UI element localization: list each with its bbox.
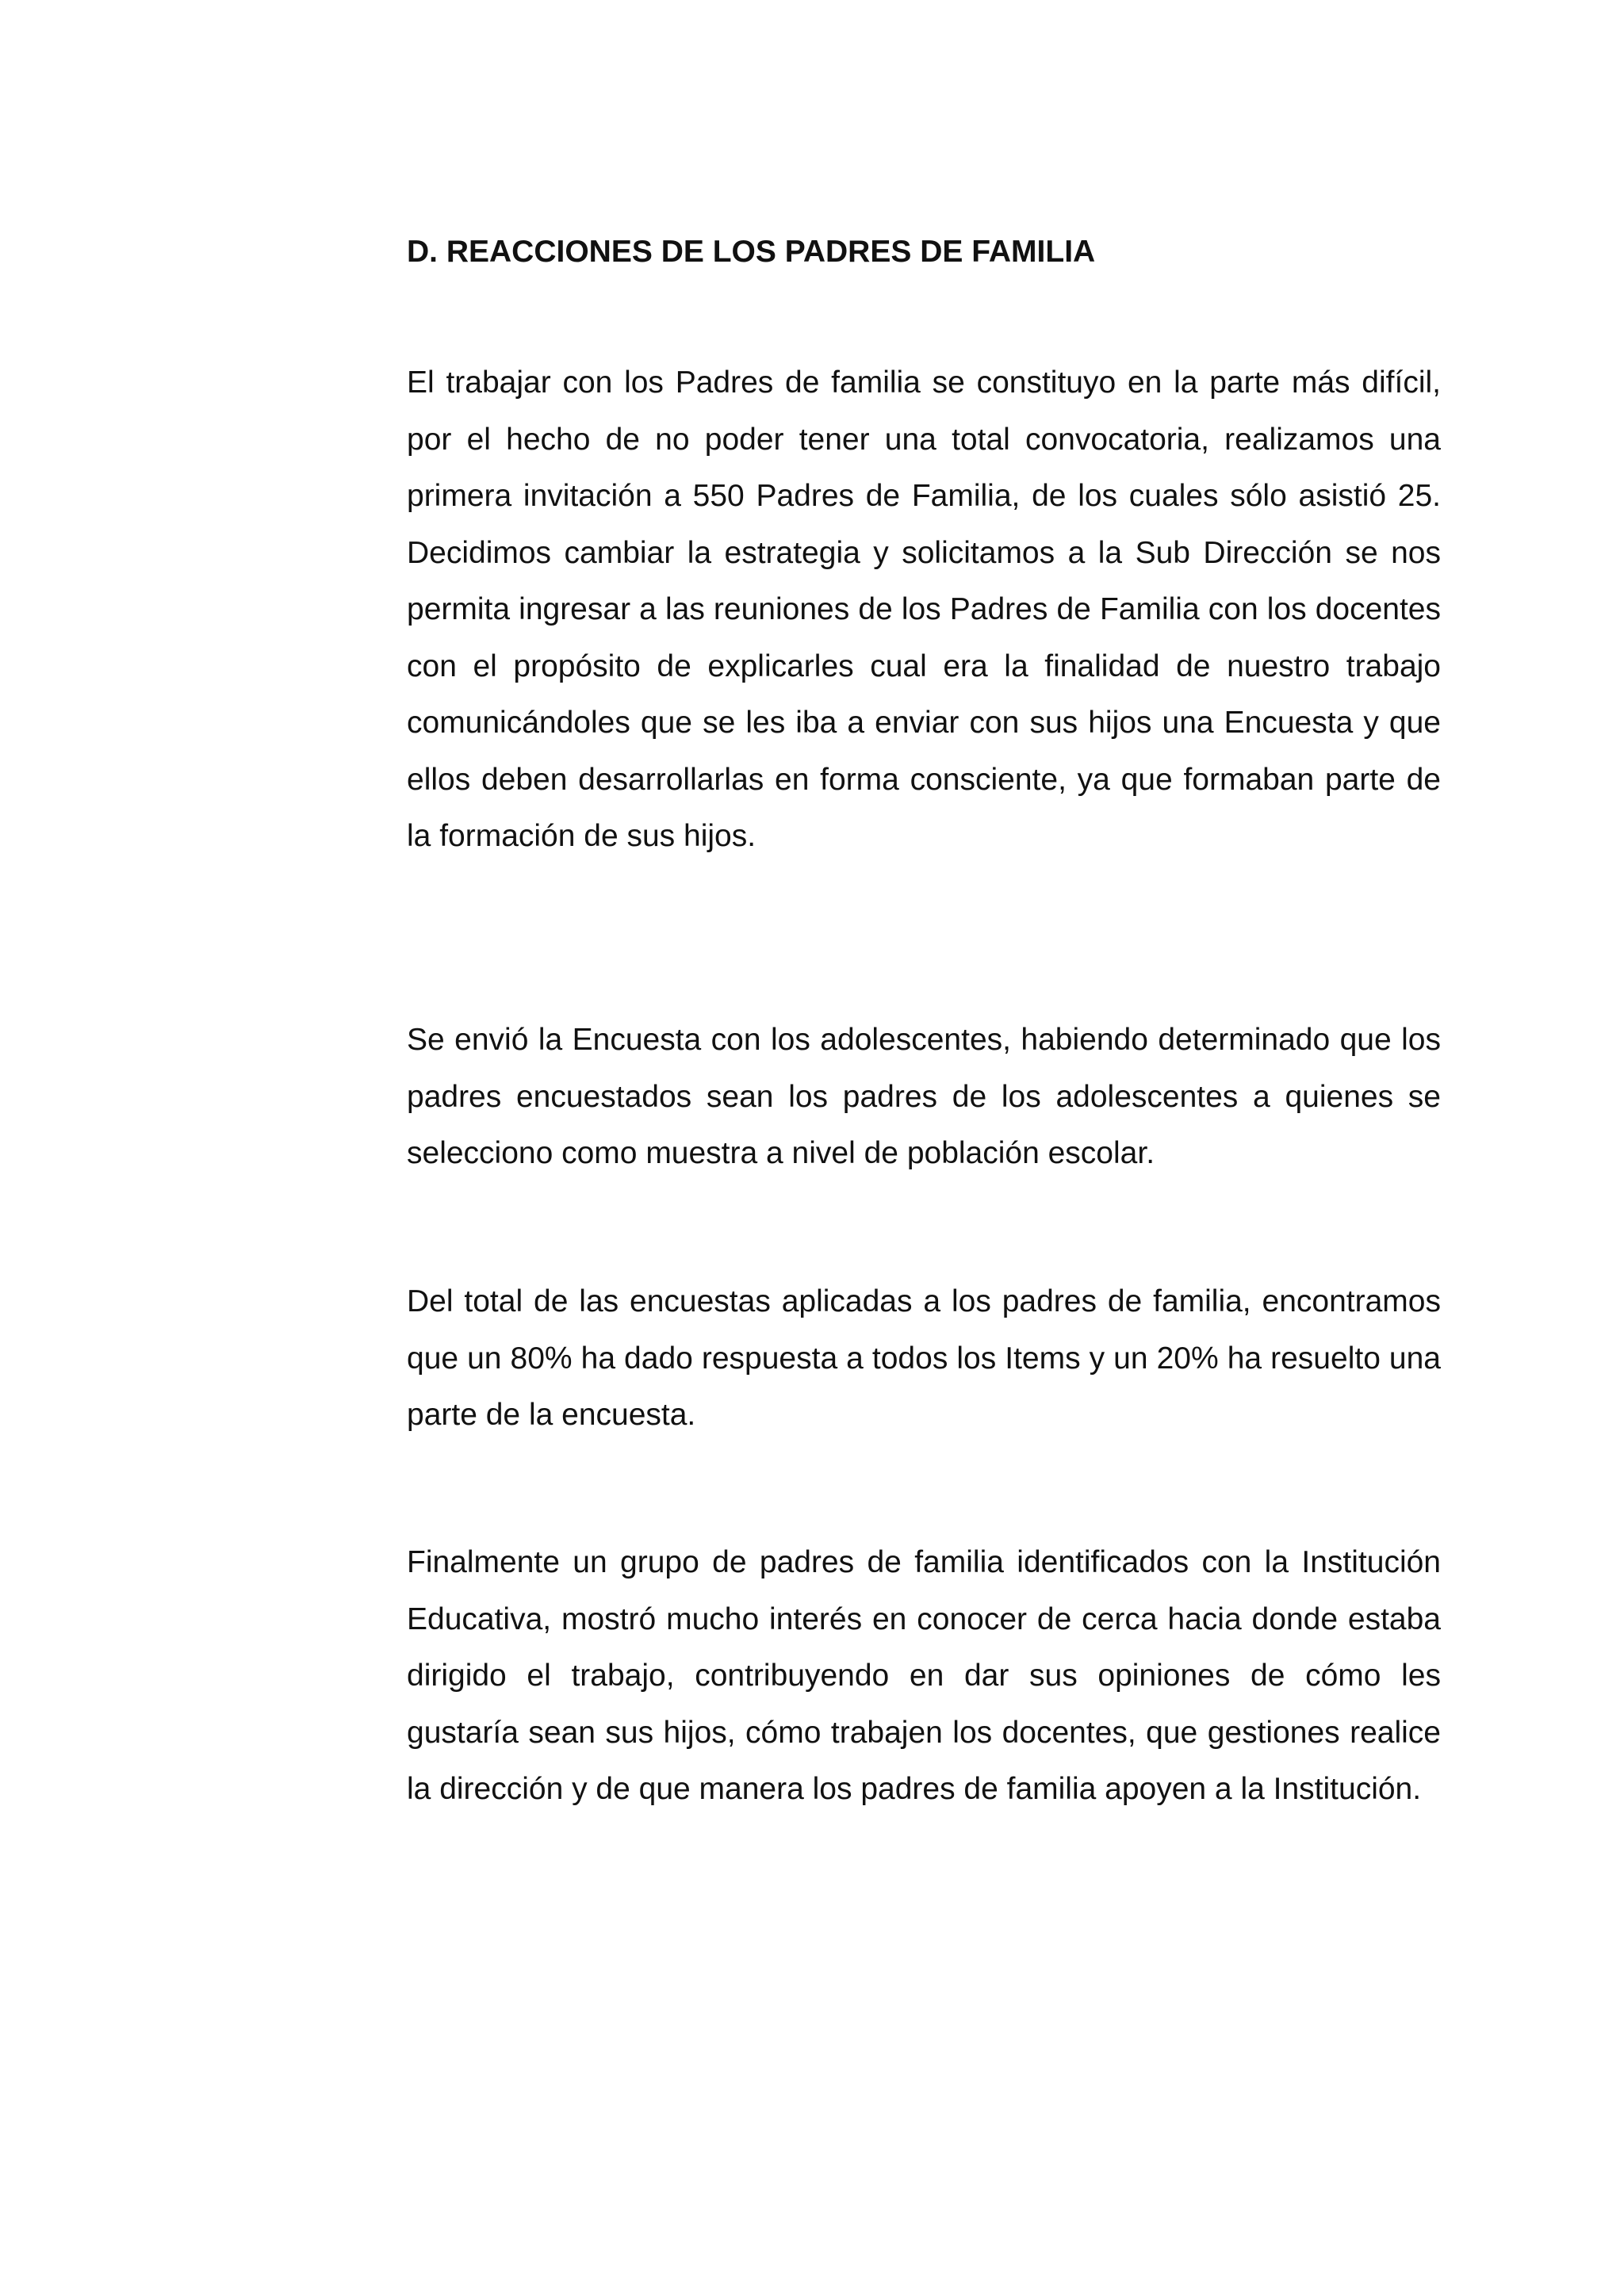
section-heading: D. REACCIONES DE LOS PADRES DE FAMILIA xyxy=(407,235,1096,269)
paragraph-invitation: El trabajar con los Padres de familia se constituyo en la parte más difícil, por el hecho de no poder tener una total convocatoria, realizamos una primera invitación a 550 Padres de Familia, de los cuales sólo asistió 25. Decidimos cambiar la estrategia y solicitamos a la Sub Dirección se nos permita ingresar a las reuniones de los Padres de Familia con los docentes con el propósito de explicarles cual era la finalidad de nuestro trabajo comunicándoles que se les iba a enviar con sus hijos una Encuesta y que ellos deben desarrollarlas en forma consciente, ya que formaban parte de la formación de sus hijos. xyxy=(407,365,1441,853)
paragraph-survey-results: Del total de las encuestas aplicadas a los padres de familia, encontramos que un 80% ha dado respuesta a todos los Items y un 20% ha resuelto una parte de la encuesta. xyxy=(407,1284,1441,1432)
paragraph-survey-sent: Se envió la Encuesta con los adolescentes, habiendo determinado que los padres encuestados sean los padres de los adolescentes a quienes se selecciono como muestra a nivel de población escolar. xyxy=(407,1023,1441,1170)
paragraph-conclusion: Finalmente un grupo de padres de familia identificados con la Institución Educativa, mostró mucho interés en conocer de cerca hacia donde estaba dirigido el trabajo, contribuyendo en dar sus opiniones de cómo les gustaría sean sus hijos, cómo trabajen los docentes, que gestiones realice la dirección y de que manera los padres de familia apoyen a la Institución. xyxy=(407,1545,1441,1806)
